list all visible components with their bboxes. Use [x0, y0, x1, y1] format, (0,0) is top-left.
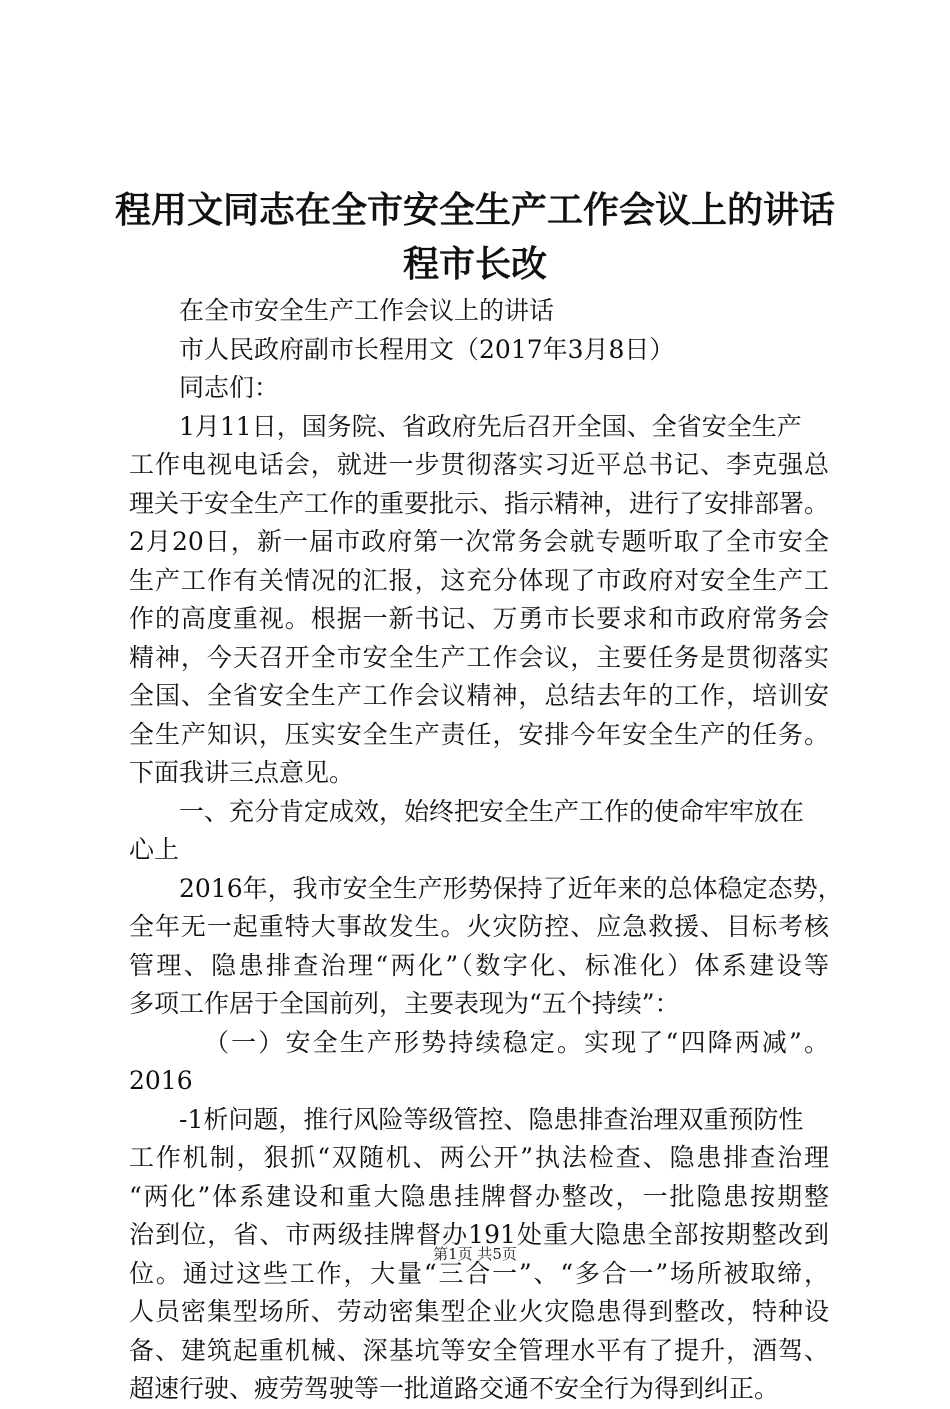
- document-title-line-1: 程用文同志在全市安全生产工作会议上的讲话: [114, 190, 835, 231]
- section-heading: 一、充分肯定成效，始终把安全生产工作的使命牢牢放在: [179, 796, 805, 826]
- body-line: 备、建筑起重机械、深基坑等安全管理水平有了提升，酒驾、: [129, 1335, 829, 1365]
- body-line: 多项工作居于全国前列，主要表现为“五个持续”：: [129, 989, 680, 1018]
- body-line: -1析问题，推行风险等级管控、隐患排查治理双重预防性: [179, 1104, 804, 1134]
- body-line: 全国、全省安全生产工作会议精神，总结去年的工作，培训安: [129, 681, 829, 710]
- page-footer: 第1页 共5页: [433, 1245, 517, 1263]
- body-line: 2016: [129, 1066, 193, 1095]
- body-line: 治到位，省、市两级挂牌督办191处重大隐患全部按期整改到: [129, 1220, 829, 1249]
- body-line: 1月11日，国务院、省政府先后召开全国、全省安全生产: [179, 411, 802, 441]
- body-line: 位。通过这些工作，大量“三合一”、“多合一”场所被取缔，: [129, 1258, 829, 1288]
- body-line: 理关于安全生产工作的重要批示、指示精神，进行了安排部署。: [129, 488, 830, 518]
- body-line: 全生产知识，压实安全生产责任，安排今年安全生产的任务。: [129, 719, 829, 749]
- body-line: 超速行驶、疲劳驾驶等一批道路交通不安全行为得到纠正。: [129, 1374, 780, 1403]
- body-line: 工作电视电话会，就进一步贯彻落实习近平总书记、李克强总: [129, 450, 829, 479]
- body-line: 2016年，我市安全生产形势保持了近年来的总体稳定态势，: [179, 873, 843, 903]
- subsection-heading: （一）安全生产形势持续稳定。实现了“四降两减”。: [204, 1027, 829, 1057]
- body-line: 精神，今天召开全市安全生产工作会议，主要任务是贯彻落实: [129, 642, 829, 672]
- body-line: 人员密集型场所、劳动密集型企业火灾隐患得到整改，特种设: [129, 1297, 829, 1326]
- body-line: 管理、隐患排查治理“两化”（数字化、标准化）体系建设等: [129, 950, 829, 980]
- body-line: 2月20日，新一届市政府第一次常务会就专题听取了全市安全: [129, 527, 829, 556]
- body-line: 下面我讲三点意见。: [129, 758, 355, 787]
- document-title-line-2: 程市长改: [402, 244, 547, 285]
- body-line: 生产工作有关情况的汇报，这充分体现了市政府对安全生产工: [129, 565, 829, 595]
- section-heading-cont: 心上: [129, 835, 180, 864]
- body-line: “两化”体系建设和重大隐患挂牌督办整改，一批隐患按期整: [129, 1181, 829, 1211]
- body-line: 作的高度重视。根据一新书记、万勇市长要求和市政府常务会: [129, 604, 829, 633]
- body-line: 工作机制，狠抓“双随机、两公开”执法检查、隐患排查治理: [129, 1143, 829, 1172]
- salutation: 同志们：: [179, 373, 280, 402]
- speaker-line: 市人民政府副市长程用文（2017年3月8日）: [179, 334, 675, 364]
- body-line: 全年无一起重特大事故发生。火灾防控、应急救援、目标考核: [129, 912, 829, 941]
- speech-heading: 在全市安全生产工作会议上的讲话: [179, 296, 555, 325]
- document-body: [129, 292, 843, 1409]
